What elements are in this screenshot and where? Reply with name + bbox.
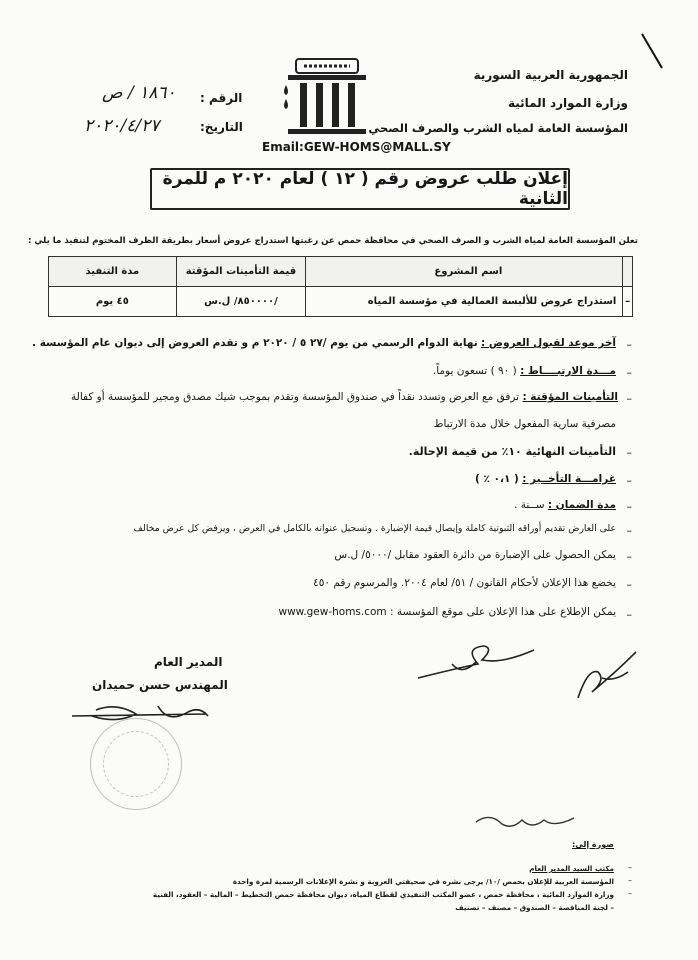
org-ministry: وزارة الموارد المائية (507, 96, 628, 110)
copy-line: مكتب السيد المدير العام (529, 864, 614, 873)
bullet: – (626, 366, 632, 379)
bullet: – (626, 550, 632, 563)
deposit-line-cont: مصرفية سارية المفعول خلال مدة الارتباط (433, 418, 616, 430)
announcement-page: الجمهورية العربية السورية وزارة الموارد المائية المؤسسة العامة لمياه الشرب والصرف الصحي الرقم : ١٨٦٠ / ص التاريخ: ٢٠٢٠/٤/٢٧ Email:GEW-HOMS@MALL.SY إعلان طلب عروض رقم ( ١٢ ) لعام ٢٠٢٠ م للمرة الثانية تعلن المؤسسة العامة لمياه الشرب و الصرف الصحي في محافظة حمص عن رغبتها استدراج عروض أسعار بطريقة الظرف المختوم لتنفيذ ما يلي : اسم المشروع قيمة التأمينات المؤقتة مدة التنفيذ – استدراج عروض للألبسة العمالية في مؤسسة المياه /٨٥٠٠٠٠/ ل.س ٤٥ يوم – آخر موعد لقبول العروض : نهاية الدوام الرسمي من يوم /٢٧ ٥ / ٢٠٢٠ م و تقدم العروض إلى ديوان عام المؤسسة . – مـــدة الارتبــــاط : ( ٩٠ ) تسعون يوماً. – التأمينات المؤقتة : ترفق مع العرض وتسدد نقداً في صندوق المؤسسة وتقدم بموجب شيك مصدق ومجير للمؤسسة أو كفالة مصرفية سارية المفعول خلال مدة الارتباط – التأمينات النهائية ١٠٪ من قيمة الإحالة. – غرامـــة التأخــير : ( ٠،١ ٪ ) – مدة الضمان : ســنة . – على العارض تقديم أوراقه الثبوتية كاملة وإيصال قيمة الإضبارة . وتسجيل عنوانه بالكامل في العرض ، ويرفض كل عرض مخالف – يمكن الحصول على الإضبارة من دائرة العقود مقابل /٥٠٠٠/ ل.س – يخضع هذا الإعلان لأحكام القانون / ٥١/ لعام ٢٠٠٤. والمرسوم رقم ٤٥٠ – يمكن الإطلاع على هذا الإعلان على موقع المؤسسة : www.gew-homs.com المدير العام المهندس حسن حميدان صورة إلى: – مكتب السيد المدير العام – المؤسسة العربية للإعلان بحمص /١٠/ يرجى نشره في صحيفتي العروبة و نشرة الإعلانات الرسمية لمرة واحدة – وزارة الموارد المائية ، محافظة حمص ، عضو المكتب التنفيذي لقطاع المياه، ديوان محافظة حمص التخطيط – المالية – العقود، الفنية – لجنة المناقصة – الصندوق – مصنف – تصنيف (0, 0, 698, 960)
ref-label: الرقم : (200, 91, 243, 105)
bullet: – (626, 500, 632, 513)
table-header-row (49, 257, 633, 287)
bullet: – (626, 524, 632, 537)
email-address: Email:GEW-HOMS@MALL.SY (262, 140, 451, 154)
commitment-line: مـــدة الارتبــــاط : ( ٩٠ ) تسعون يوماً. (432, 365, 616, 377)
copy-line: المؤسسة العربية للإعلان بحمص /١٠/ يرجى نشره في صحيفتي العروبة و نشرة الإعلانات الرسمية لمرة واحدة (232, 877, 614, 886)
final-deposit-line: التأمينات النهائية ١٠٪ من قيمة الإحالة. (408, 445, 616, 458)
col-project: اسم المشروع (306, 257, 623, 287)
official-stamp (90, 718, 182, 810)
deposit-line: التأمينات المؤقتة : ترفق مع العرض وتسدد نقداً في صندوق المؤسسة وتقدم بموجب شيك مصدق ومجير للمؤسسة أو كفالة (71, 391, 618, 403)
date-value: ٢٠٢٠/٤/٢٧ (84, 116, 160, 136)
tender-table (48, 256, 633, 317)
documents-line: على العارض تقديم أوراقه الثبوتية كاملة وإيصال قيمة الإضبارة . وتسجيل عنوانه بالكامل في العرض ، ويرفض كل عرض مخالف (133, 523, 616, 534)
col-duration: مدة التنفيذ (49, 257, 177, 287)
deadline-line: آخر موعد لقبول العروض : نهاية الدوام الرسمي من يوم /٢٧ ٥ / ٢٠٢٠ م و تقدم العروض إلى ديوان عام المؤسسة . (32, 337, 616, 349)
col-deposit: قيمة التأمينات المؤقتة (176, 257, 305, 287)
website-line: يمكن الإطلاع على هذا الإعلان على موقع المؤسسة : www.gew-homs.com (278, 606, 616, 618)
bullet: – (626, 338, 632, 351)
cell-project: استدراج عروض للألبسة العمالية في مؤسسة المياه (306, 287, 623, 317)
signatory-title: المدير العام (154, 655, 223, 669)
penalty-line: غرامـــة التأخــير : ( ٠،١ ٪ ) (475, 473, 616, 485)
cell-duration: ٤٥ يوم (49, 287, 177, 317)
handwritten-mark (638, 30, 666, 72)
handwritten-signature (412, 640, 542, 690)
handwritten-signature (572, 648, 644, 708)
bullet: – (626, 474, 632, 487)
warranty-line: مدة الضمان : ســنة . (514, 499, 616, 511)
signatory-name: المهندس حسن حميدان (92, 678, 228, 692)
org-institution: المؤسسة العامة لمياه الشرب والصرف الصحي (368, 121, 628, 135)
table-row: – استدراج عروض للألبسة العمالية في مؤسسة المياه /٨٥٠٠٠٠/ ل.س ٤٥ يوم (49, 287, 633, 317)
intro-text: تعلن المؤسسة العامة لمياه الشرب و الصرف الصحي في محافظة حمص عن رغبتها استدراج عروض أسعار بطريقة الظرف المختوم لتنفيذ ما يلي : (27, 236, 638, 246)
announcement-title: إعلان طلب عروض رقم ( ١٢ ) لعام ٢٠٢٠ م للمرة الثانية (162, 169, 568, 209)
copy-line: وزارة الموارد المائية ، محافظة حمص ، عضو المكتب التنفيذي لقطاع المياه، ديوان محافظة حمص التخطيط – المالية – العقود، الفنية (152, 890, 614, 899)
file-price-line: يمكن الحصول على الإضبارة من دائرة العقود مقابل /٥٠٠٠/ ل.س (334, 549, 616, 561)
bullet: – (626, 392, 632, 405)
copies-heading: صورة إلى: (572, 840, 614, 849)
institution-logo-icon (278, 57, 376, 137)
cell-deposit: /٨٥٠٠٠٠/ ل.س (176, 287, 305, 317)
ref-value: ١٨٦٠ / ص (102, 83, 176, 103)
bullet: – (626, 446, 632, 459)
org-country: الجمهورية العربية السورية (473, 68, 628, 82)
date-label: التاريخ: (200, 120, 243, 134)
copy-line: – لجنة المناقصة – الصندوق – مصنف – تصنيف (455, 903, 614, 912)
handwritten-signature (470, 806, 580, 836)
bullet: – (626, 608, 632, 621)
bullet: – (626, 578, 632, 591)
law-line: يخضع هذا الإعلان لأحكام القانون / ٥١/ لعام ٢٠٠٤. والمرسوم رقم ٤٥٠ (313, 577, 616, 589)
announcement-title-box (150, 168, 570, 210)
